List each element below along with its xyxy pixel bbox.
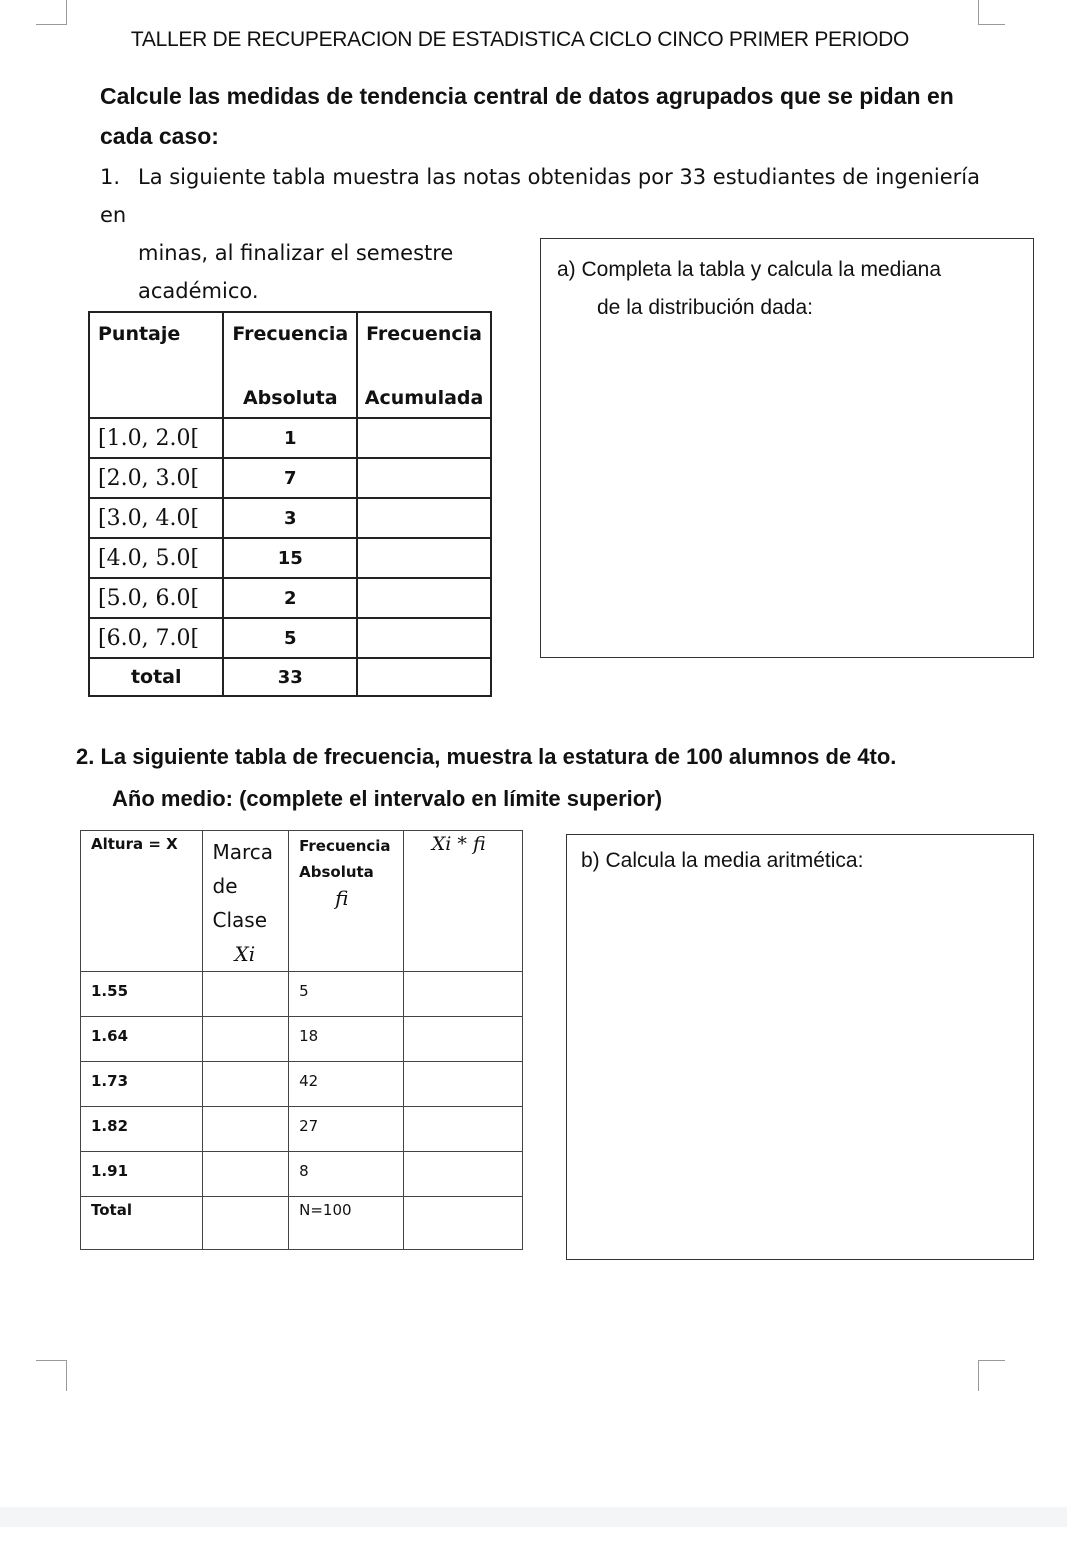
task-a-line-1: a) Completa la tabla y calcula la mediana — [557, 258, 942, 281]
table-total-row: total 33 — [89, 658, 491, 696]
question-1-line-1: La siguiente tabla muestra las notas obtenidas por 33 estudiantes de ingeniería en — [100, 165, 981, 227]
table-row: 1.64 18 — [81, 1017, 523, 1062]
table-header-row — [89, 312, 491, 418]
task-b-prompt: b) Calcula la media aritmética: — [581, 849, 864, 872]
header-xi-por-fi: Xi * fi — [403, 831, 522, 972]
table-row: 1.55 5 — [81, 972, 523, 1017]
table-row: 1.82 27 — [81, 1107, 523, 1152]
corner-mark-top-left — [36, 0, 67, 25]
cumulative-cell[interactable] — [357, 538, 491, 578]
instructions — [100, 76, 960, 156]
header-altura: Altura = X — [81, 831, 203, 972]
table-total-row: Total N=100 — [81, 1197, 523, 1250]
header-frecuencia-acumulada: Frecuencia Acumulada — [357, 312, 491, 418]
cumulative-cell[interactable] — [357, 578, 491, 618]
instructions-line-2: cada caso: — [100, 123, 219, 149]
corner-mark-bottom-left — [36, 1360, 67, 1391]
table-row: [4.0, 5.0[ 15 — [89, 538, 491, 578]
class-mark-cell[interactable] — [202, 972, 289, 1017]
instructions-line-1: Calcule las medidas de tendencia central de datos agrupados que se pidan en — [100, 83, 954, 109]
height-frequency-table — [80, 830, 523, 1250]
question-2-line-1: 2. La siguiente tabla de frecuencia, muestra la estatura de 100 alumnos de 4to. — [76, 744, 897, 769]
task-a-line-2: de la distribución dada: — [597, 296, 813, 319]
question-2-line-2: Año medio: (complete el intervalo en límite superior) — [112, 786, 663, 811]
class-mark-cell[interactable] — [202, 1197, 289, 1250]
class-mark-cell[interactable] — [202, 1152, 289, 1197]
question-2 — [76, 736, 996, 820]
table-row: [3.0, 4.0[ 3 — [89, 498, 491, 538]
answer-box-b[interactable] — [566, 834, 1034, 1260]
class-mark-cell[interactable] — [202, 1017, 289, 1062]
question-1-line-3: académico. — [138, 279, 259, 303]
table-row: [6.0, 7.0[ 5 — [89, 618, 491, 658]
header-frecuencia-absoluta: Frecuencia Absoluta fi — [289, 831, 404, 972]
product-cell[interactable] — [403, 1107, 522, 1152]
footer-bar — [0, 1507, 1067, 1527]
table-header-row — [81, 831, 523, 972]
header-puntaje: Puntaje — [89, 312, 223, 418]
page-title: TALLER DE RECUPERACION DE ESTADISTICA CICLO CINCO PRIMER PERIODO — [130, 28, 910, 51]
product-cell[interactable] — [403, 972, 522, 1017]
class-mark-cell[interactable] — [202, 1107, 289, 1152]
cumulative-cell[interactable] — [357, 498, 491, 538]
product-cell[interactable] — [403, 1062, 522, 1107]
header-marca-de-clase: Marca de Clase Xi — [202, 831, 289, 972]
cumulative-cell[interactable] — [357, 658, 491, 696]
cumulative-cell[interactable] — [357, 418, 491, 458]
answer-box-a[interactable] — [540, 238, 1034, 658]
table-row: 1.91 8 — [81, 1152, 523, 1197]
product-cell[interactable] — [403, 1152, 522, 1197]
question-1-line-2: minas, al finalizar el semestre — [138, 241, 454, 265]
product-cell[interactable] — [403, 1197, 522, 1250]
product-cell[interactable] — [403, 1017, 522, 1062]
header-frecuencia-absoluta: Frecuencia Absoluta — [223, 312, 357, 418]
grades-frequency-table — [88, 311, 492, 697]
table-row: 1.73 42 — [81, 1062, 523, 1107]
table-row: [5.0, 6.0[ 2 — [89, 578, 491, 618]
cumulative-cell[interactable] — [357, 458, 491, 498]
class-mark-cell[interactable] — [202, 1062, 289, 1107]
table-row: [2.0, 3.0[ 7 — [89, 458, 491, 498]
cumulative-cell[interactable] — [357, 618, 491, 658]
question-1-number: 1. — [100, 165, 121, 189]
corner-mark-top-right — [978, 0, 1005, 25]
corner-mark-bottom-right — [978, 1360, 1005, 1391]
table-row: [1.0, 2.0[ 1 — [89, 418, 491, 458]
task-a-prompt — [557, 251, 1017, 327]
